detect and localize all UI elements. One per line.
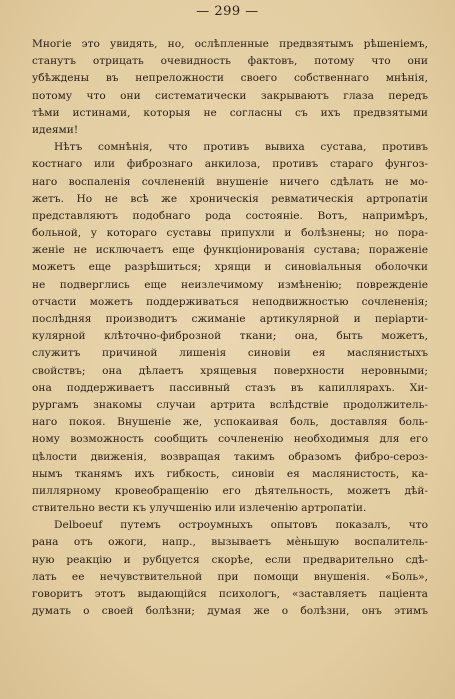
page-number: — 299 — (196, 4, 259, 19)
text-line: убѣждены въ непреложности своего собственнаго мнѣнія, (32, 72, 428, 85)
text-line: послѣдняя производитъ сжиманіе артикулярной и періарти- (32, 313, 428, 325)
text-line: представляютъ подобнаго рода состояніе. Вотъ, напримѣръ, (32, 209, 428, 222)
text-line: наго воспаленія сочлененій внушеніе ничего сдѣлать не мо- (32, 175, 428, 188)
text-line: отчасти можетъ поддерживаться неподвижностью сочлененія; (32, 295, 428, 308)
text-line: Многіе это увидять, но, ослѣпленные предвзятымъ рѣшеніемъ, (32, 38, 428, 50)
text-line: свойствъ; она дѣлаетъ хрящевыя поверхности неровными; (32, 364, 428, 377)
text-line: цѣлости движенія, возвращая такимъ образомъ фибро-сероз- (32, 450, 428, 463)
text-line: жетъ. Но не всѣ же хроническія ревматическія артропатіи (32, 192, 428, 205)
text-line: женіе не исключаетъ еще функціонированія сустава; пораженіе (32, 244, 428, 257)
text-line: не подверглись еще неизлечимому измѣненію; поврежденіе (32, 278, 428, 291)
text-line: больной, у котораго суставы припухли и болѣзнены; но пора- (32, 227, 428, 240)
text-line: можетъ еще разрѣшиться; хрящи и синовіальныя оболочки (32, 261, 428, 274)
text-line: рана отъ ожоги, напр., вызываетъ мѐньшую воспалитель- (32, 536, 428, 549)
text-line: ному возможность сообщить сочлененію необходимыя для его (32, 433, 428, 446)
text-line: ствительно вести къ улучшенію или излеченію артропатіи. (32, 502, 367, 515)
text-line: служитъ причиной лишенія синовіи ея маслянистыхъ (32, 347, 428, 360)
text-line: наго покоя. Внушеніе же, успокаивая боль, доставляя боль- (32, 416, 428, 429)
text-line: нымъ тканямъ ихъ гибкость, синовіи ея маслянистость, ка- (32, 467, 428, 480)
text-line: тѣми истинами, которыя не согласны съ ихъ предвзятыми (32, 106, 428, 119)
text-line: костнаго или фибрознаго анкилоза, противъ стараго фунгоз- (32, 158, 428, 171)
text-line: рургамъ знакомы случаи артрита вслѣдствіе продолжитель- (32, 398, 428, 411)
text-line: лать ее нечувствительной при помощи внушенія. «Боль», (32, 570, 428, 583)
text-line: говоритъ этотъ выдающійся психологъ, «заставляетъ паціента (32, 588, 428, 600)
text-line: пиллярному кровеобращенію его дѣятельность, можетъ дѣй- (32, 484, 428, 497)
text-line: думать о своей болѣзни; думая же о болѣзни, онъ этимъ (32, 605, 428, 618)
text-line: идеями! (32, 123, 79, 136)
text-line: кулярной клѣточно-фиброзной ткани; она, быть можетъ, (32, 330, 428, 343)
text-line: потому что они систематически закрываютъ глаза передъ (32, 89, 428, 102)
text-line: ную реакцію и рубцуется скорѣе, если предварительно сдѣ- (32, 553, 428, 566)
text-line: Нѣтъ сомнѣнія, что противъ вывиха сустава, противъ (54, 141, 428, 154)
page-body (32, 36, 428, 620)
text-line: станутъ отрицать очевидность фактовъ, потому что они (32, 55, 428, 68)
text-line: Delboeuf путемъ остроумныхъ опытовъ показалъ, что (54, 519, 428, 532)
text-line: она поддерживаетъ пассивный стазъ въ капиллярахъ. Хи- (32, 381, 428, 394)
